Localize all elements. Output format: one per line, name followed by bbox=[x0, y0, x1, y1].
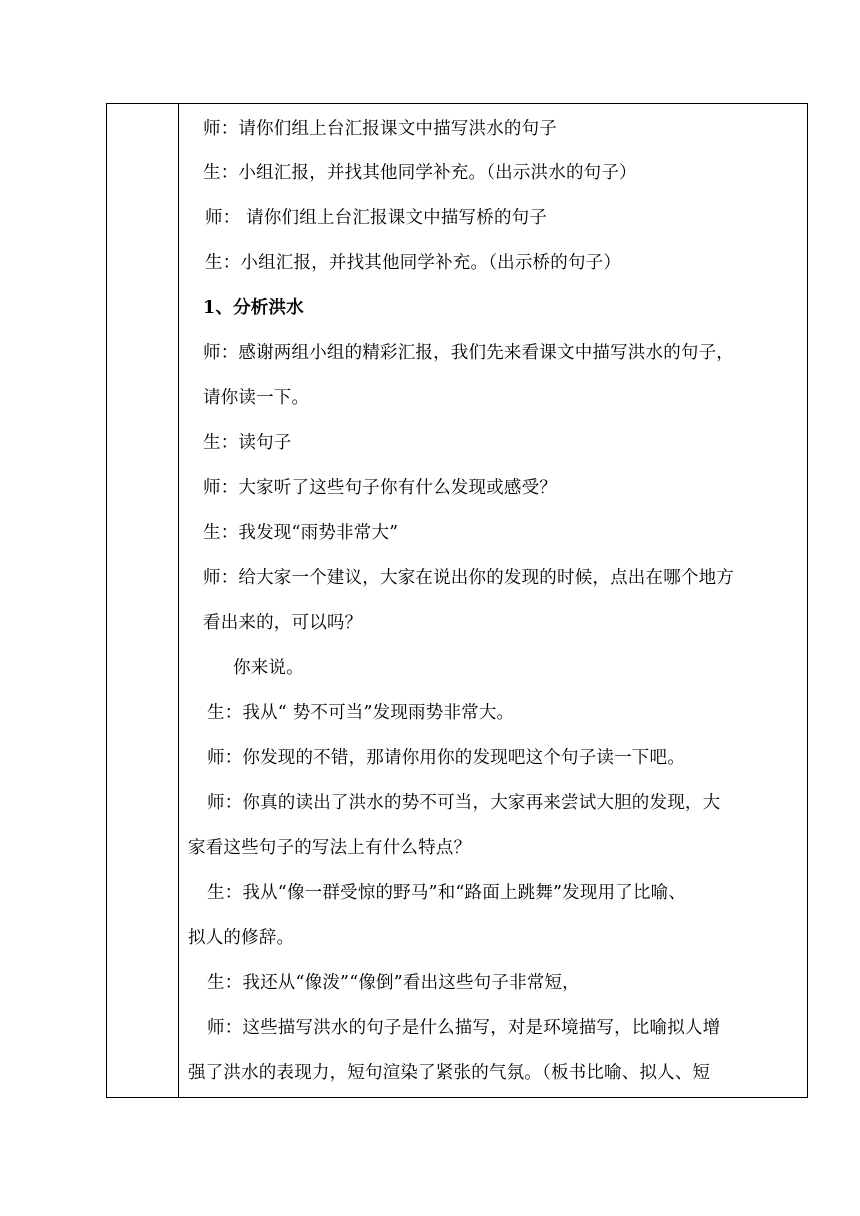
text-line: 生：我还从“像泼”“像倒”看出这些句子非常短， bbox=[207, 973, 580, 993]
text-line: 师：你真的读出了洪水的势不可当，大家再来尝试大胆的发现，大 bbox=[207, 793, 721, 813]
text-line: 生：读句子 bbox=[203, 433, 292, 453]
text-line: 师：这些描写洪水的句子是什么描写，对是环境描写，比喻拟人增 bbox=[207, 1018, 721, 1038]
table-column-divider bbox=[178, 103, 179, 1098]
section-heading: 1、分析洪水 bbox=[203, 298, 304, 318]
text-line: 请你读一下。 bbox=[203, 388, 310, 408]
text-line: 看出来的，可以吗？ bbox=[203, 613, 363, 633]
text-line: 你来说。 bbox=[233, 658, 304, 678]
text-line: 生：我从“ 势不可当”发现雨势非常大。 bbox=[207, 703, 515, 723]
text-line: 师：请你们组上台汇报课文中描写洪水的句子 bbox=[203, 119, 557, 139]
text-line: 师： 请你们组上台汇报课文中描写桥的句子 bbox=[205, 208, 548, 228]
text-line: 生：我发现“雨势非常大” bbox=[203, 523, 399, 543]
text-line: 师：感谢两组小组的精彩汇报，我们先来看课文中描写洪水的句子， bbox=[203, 343, 734, 363]
text-line: 拟人的修辞。 bbox=[188, 928, 295, 948]
text-line: 生：小组汇报，并找其他同学补充。（出示桥的句子） bbox=[205, 253, 622, 273]
text-line: 生：小组汇报，并找其他同学补充。（出示洪水的句子） bbox=[203, 163, 637, 183]
text-line: 师：大家听了这些句子你有什么发现或感受？ bbox=[203, 478, 557, 498]
text-line: 生：我从“像一群受惊的野马”和“路面上跳舞”发现用了比喻、 bbox=[207, 883, 687, 903]
text-line: 师：你发现的不错，那请你用你的发现吧这个句子读一下吧。 bbox=[207, 748, 685, 768]
text-line: 强了洪水的表现力，短句渲染了紧张的气氛。（板书比喻、拟人、短 bbox=[188, 1063, 711, 1083]
text-line: 师：给大家一个建议，大家在说出你的发现的时候，点出在哪个地方 bbox=[203, 568, 734, 588]
text-line: 家看这些句子的写法上有什么特点？ bbox=[188, 838, 472, 858]
